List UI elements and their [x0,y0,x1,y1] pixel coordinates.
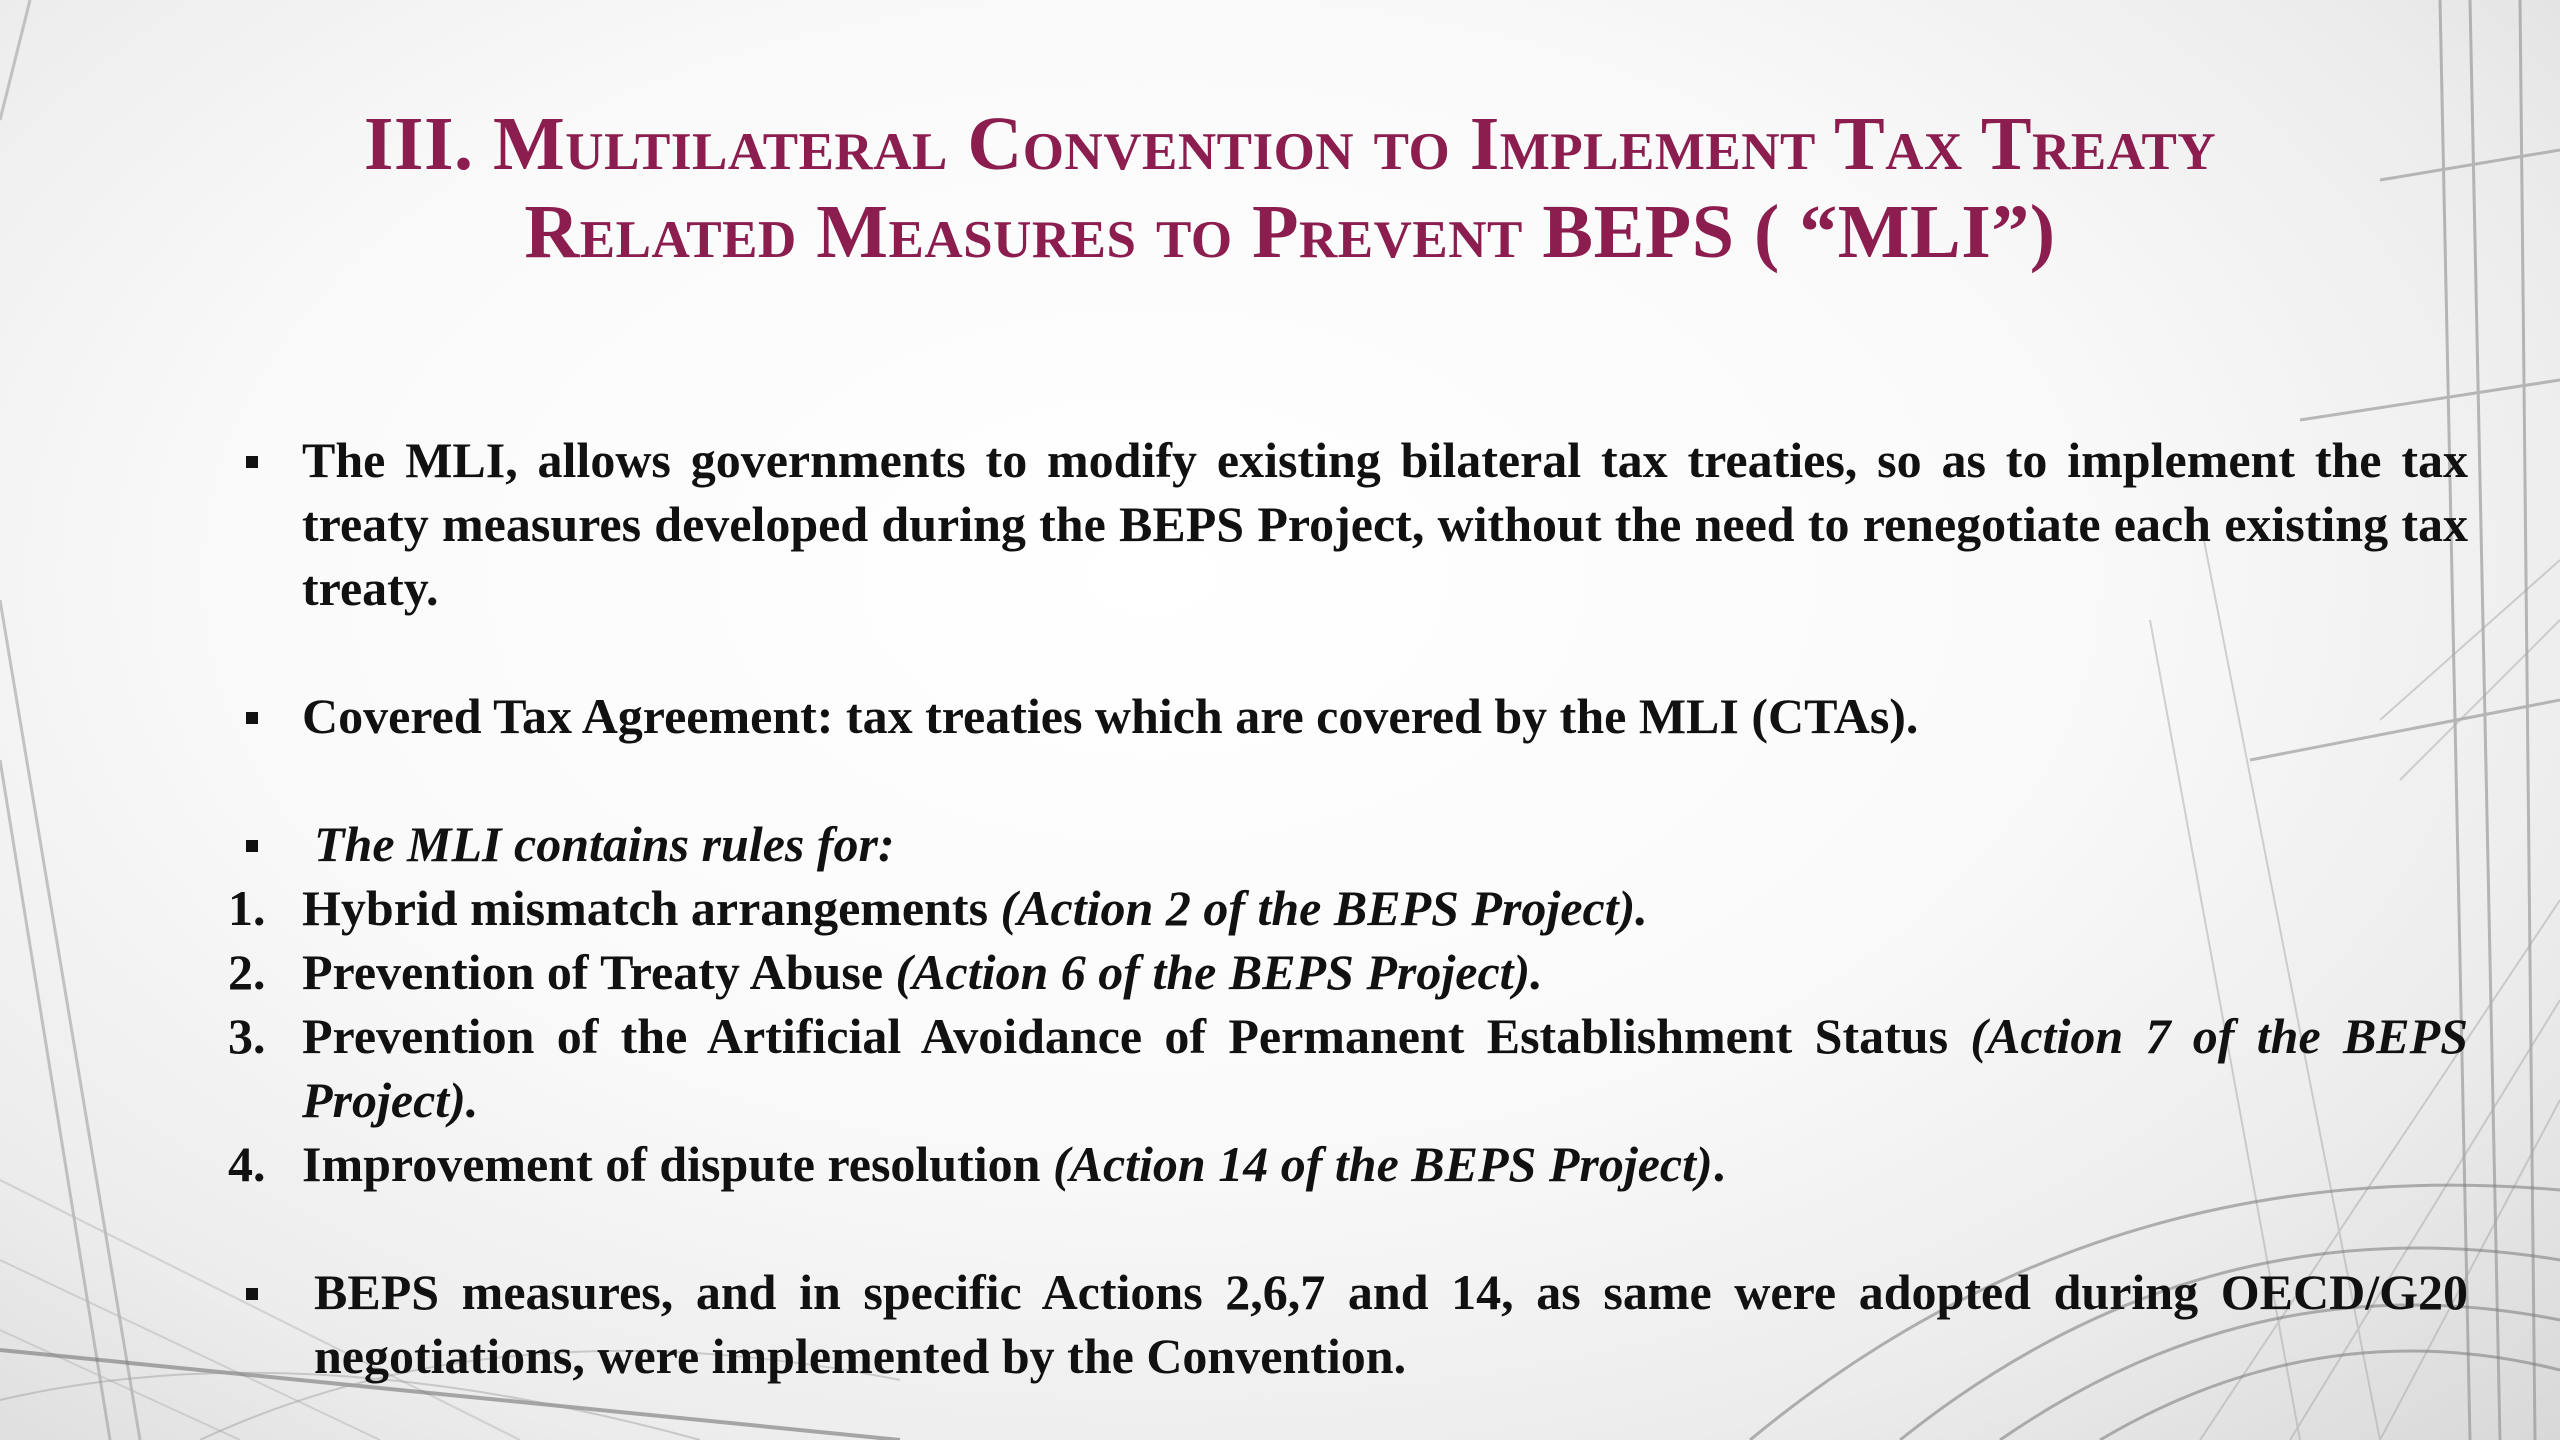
item-reference: (Action 6 of the BEPS Project). [895,944,1543,1000]
item-number: 4. [228,1136,266,1192]
numbered-item-3 [228,1004,2468,1132]
item-number: 3. [228,1008,266,1064]
bullet-text: BEPS measures, and in specific Actions 2,6,7 and 14, as same were adopted during OECD/G20 negotiations, were implemented by the Convention. [314,1264,2468,1384]
item-text: Hybrid mismatch arrangements [302,880,1001,936]
item-number: 1. [228,880,266,936]
bullet-text: The MLI, allows governments to modify existing bilateral tax treaties, so as to implement the tax treaty measures developed during the BEPS Project, without the need to renegotiate each existing tax treaty. [302,432,2468,616]
item-number: 2. [228,944,266,1000]
bullet-beps-measures [240,1260,2468,1388]
item-reference: (Action 14 of the BEPS Project) [1052,1136,1713,1192]
square-bullet-icon [246,456,258,468]
bullet-text: The MLI contains rules for: [314,816,895,872]
item-tail: . [1712,1136,1726,1192]
title-line-1: III. Multilateral Convention to Implement Tax Treaty [363,102,2217,186]
square-bullet-icon [246,712,258,724]
bullet-mli-rules-intro [240,812,2468,876]
square-bullet-icon [246,840,258,852]
item-text: Improvement of dispute resolution [302,1136,1053,1192]
item-text: Prevention of the Artificial Avoidance of Permanent Establishment Status [302,1008,1971,1064]
numbered-item-4 [228,1132,2468,1196]
slide-content [228,428,2469,1388]
bullet-text: Covered Tax Agreement: tax treaties which are covered by the MLI (CTAs). [302,688,1919,744]
bullet-mli-overview [240,428,2468,620]
slide-title [140,100,2440,276]
square-bullet-icon [246,1288,258,1300]
bullet-covered-tax-agreement [240,684,2468,748]
item-reference: (Action 7 of the BEPS Project). [302,1008,2469,1128]
numbered-item-1 [228,876,2468,940]
numbered-item-2 [228,940,2468,1004]
item-reference: (Action 2 of the BEPS Project). [1000,880,1648,936]
title-line-2: Related Measures to Prevent BEPS ( “MLI”) [524,190,2056,274]
item-text: Prevention of Treaty Abuse [302,944,896,1000]
